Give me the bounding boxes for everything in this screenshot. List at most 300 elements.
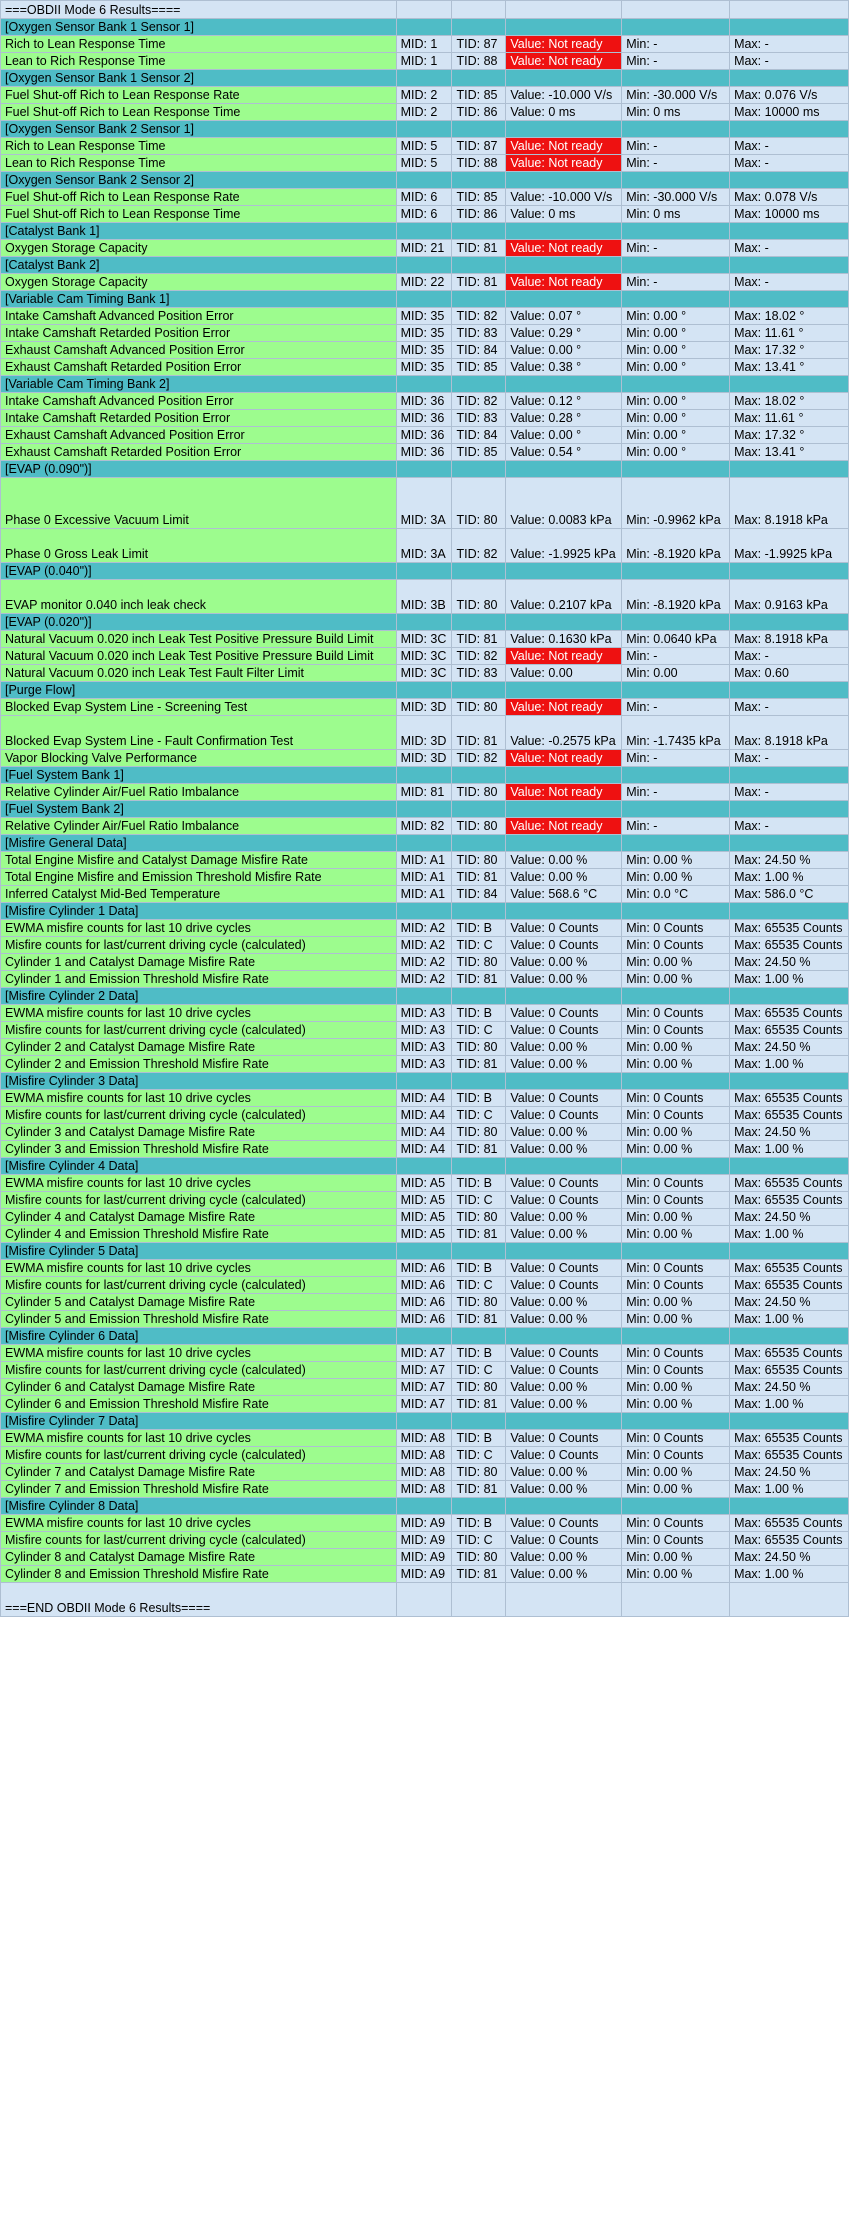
test-name: EWMA misfire counts for last 10 drive cycles: [1, 1345, 397, 1362]
min-cell: Min: 0 Counts: [622, 1260, 730, 1277]
table-row: [1, 87, 849, 104]
max-cell: Max: 65535 Counts: [730, 920, 849, 937]
table-row: [1, 478, 849, 529]
max-cell: Max: 24.50 %: [730, 1464, 849, 1481]
table-row: [1, 1124, 849, 1141]
test-name: Cylinder 6 and Emission Threshold Misfire Rate: [1, 1396, 397, 1413]
section-empty-cell: [730, 801, 849, 818]
table-row: [1, 1379, 849, 1396]
mid-cell: MID: A9: [396, 1566, 452, 1583]
tid-cell: TID: 87: [452, 138, 506, 155]
min-cell: Min: 0 Counts: [622, 1532, 730, 1549]
section-title: [EVAP (0.090")]: [1, 461, 397, 478]
max-cell: Max: 1.00 %: [730, 869, 849, 886]
test-name: Blocked Evap System Line - Fault Confirmation Test: [1, 716, 397, 750]
value-cell: Value: 0 Counts: [506, 1362, 622, 1379]
min-cell: Min: -: [622, 699, 730, 716]
value-not-ready: Value: Not ready: [506, 784, 622, 801]
section-empty-cell: [396, 19, 452, 36]
section-empty-cell: [506, 767, 622, 784]
value-cell: Value: 0.00 %: [506, 1396, 622, 1413]
section-header-row: [1, 767, 849, 784]
test-name: Fuel Shut-off Rich to Lean Response Time: [1, 104, 397, 121]
min-cell: Min: 0.00 %: [622, 1209, 730, 1226]
tid-cell: TID: 80: [452, 852, 506, 869]
table-row: [1, 529, 849, 563]
mid-cell: MID: 22: [396, 274, 452, 291]
max-cell: Max: 24.50 %: [730, 1124, 849, 1141]
section-header-row: [1, 1413, 849, 1430]
section-empty-cell: [506, 121, 622, 138]
value-cell: Value: 0.38 °: [506, 359, 622, 376]
test-name: EWMA misfire counts for last 10 drive cycles: [1, 1090, 397, 1107]
tid-cell: TID: 82: [452, 529, 506, 563]
tid-cell: TID: 83: [452, 325, 506, 342]
min-cell: Min: 0 Counts: [622, 1447, 730, 1464]
tid-cell: TID: 80: [452, 1464, 506, 1481]
value-cell: Value: 0.00 %: [506, 1566, 622, 1583]
section-header-row: [1, 903, 849, 920]
section-empty-cell: [506, 172, 622, 189]
section-title: [Catalyst Bank 1]: [1, 223, 397, 240]
section-empty-cell: [622, 614, 730, 631]
min-cell: Min: 0 Counts: [622, 1107, 730, 1124]
section-header-row: [1, 291, 849, 308]
tid-cell: TID: 80: [452, 784, 506, 801]
section-empty-cell: [452, 563, 506, 580]
section-empty-cell: [622, 563, 730, 580]
table-row: [1, 631, 849, 648]
value-cell: Value: 0 Counts: [506, 1107, 622, 1124]
section-title: [Misfire Cylinder 6 Data]: [1, 1328, 397, 1345]
table-row: [1, 1141, 849, 1158]
min-cell: Min: -8.1920 kPa: [622, 580, 730, 614]
min-cell: Min: -: [622, 155, 730, 172]
table-row: [1, 427, 849, 444]
max-cell: Max: 65535 Counts: [730, 1362, 849, 1379]
section-empty-cell: [622, 223, 730, 240]
table-row: [1, 206, 849, 223]
mid-cell: MID: 3B: [396, 580, 452, 614]
test-name: Vapor Blocking Valve Performance: [1, 750, 397, 767]
max-cell: Max: 65535 Counts: [730, 1107, 849, 1124]
table-row: [1, 1175, 849, 1192]
tid-cell: TID: 81: [452, 1056, 506, 1073]
table-row: [1, 954, 849, 971]
value-cell: Value: 568.6 °C: [506, 886, 622, 903]
section-empty-cell: [730, 1073, 849, 1090]
test-name: EVAP monitor 0.040 inch leak check: [1, 580, 397, 614]
section-title: [Oxygen Sensor Bank 2 Sensor 2]: [1, 172, 397, 189]
section-empty-cell: [730, 1498, 849, 1515]
table-row: [1, 869, 849, 886]
test-name: Exhaust Camshaft Retarded Position Error: [1, 444, 397, 461]
section-empty-cell: [452, 1073, 506, 1090]
max-cell: Max: -: [730, 36, 849, 53]
min-cell: Min: 0 Counts: [622, 1430, 730, 1447]
value-not-ready: Value: Not ready: [506, 699, 622, 716]
value-cell: Value: 0 Counts: [506, 920, 622, 937]
tid-cell: TID: 81: [452, 240, 506, 257]
max-cell: Max: 65535 Counts: [730, 1005, 849, 1022]
max-cell: Max: 586.0 °C: [730, 886, 849, 903]
tid-cell: TID: 81: [452, 971, 506, 988]
mid-cell: MID: A4: [396, 1124, 452, 1141]
min-cell: Min: 0.00 °: [622, 427, 730, 444]
mid-cell: MID: A4: [396, 1090, 452, 1107]
value-not-ready: Value: Not ready: [506, 36, 622, 53]
mid-cell: MID: A2: [396, 920, 452, 937]
min-cell: Min: 0 Counts: [622, 937, 730, 954]
table-row: [1, 580, 849, 614]
min-cell: Min: 0 Counts: [622, 1362, 730, 1379]
mid-cell: MID: A7: [396, 1396, 452, 1413]
table-row: [1, 1549, 849, 1566]
section-title: [Oxygen Sensor Bank 1 Sensor 2]: [1, 70, 397, 87]
footer-empty-cell: [452, 1583, 506, 1617]
section-empty-cell: [730, 903, 849, 920]
section-empty-cell: [506, 70, 622, 87]
min-cell: Min: 0 Counts: [622, 1277, 730, 1294]
value-cell: Value: 0.00 %: [506, 1549, 622, 1566]
section-empty-cell: [396, 1073, 452, 1090]
value-cell: Value: 0.00 %: [506, 1226, 622, 1243]
section-header-row: [1, 1498, 849, 1515]
test-name: Oxygen Storage Capacity: [1, 274, 397, 291]
section-empty-cell: [730, 563, 849, 580]
tid-cell: TID: 84: [452, 886, 506, 903]
section-header-row: [1, 1073, 849, 1090]
test-name: EWMA misfire counts for last 10 drive cycles: [1, 1515, 397, 1532]
table-row: [1, 325, 849, 342]
section-empty-cell: [452, 172, 506, 189]
max-cell: Max: 24.50 %: [730, 1294, 849, 1311]
footer-empty-cell: [506, 1583, 622, 1617]
tid-cell: TID: B: [452, 1005, 506, 1022]
test-name: Relative Cylinder Air/Fuel Ratio Imbalance: [1, 784, 397, 801]
section-empty-cell: [452, 903, 506, 920]
mid-cell: MID: A9: [396, 1515, 452, 1532]
max-cell: Max: 65535 Counts: [730, 1022, 849, 1039]
section-empty-cell: [452, 1243, 506, 1260]
section-title: [Misfire Cylinder 2 Data]: [1, 988, 397, 1005]
table-row: [1, 818, 849, 835]
test-name: Total Engine Misfire and Emission Threshold Misfire Rate: [1, 869, 397, 886]
max-cell: Max: -: [730, 818, 849, 835]
section-empty-cell: [452, 19, 506, 36]
value-cell: Value: 0.07 °: [506, 308, 622, 325]
tid-cell: TID: C: [452, 1362, 506, 1379]
section-title: [Misfire Cylinder 7 Data]: [1, 1413, 397, 1430]
test-name: Cylinder 4 and Emission Threshold Misfire Rate: [1, 1226, 397, 1243]
section-empty-cell: [622, 376, 730, 393]
table-row: [1, 784, 849, 801]
test-name: Exhaust Camshaft Retarded Position Error: [1, 359, 397, 376]
tid-cell: TID: B: [452, 1515, 506, 1532]
section-empty-cell: [622, 172, 730, 189]
mid-cell: MID: 3A: [396, 478, 452, 529]
section-title: [Misfire Cylinder 1 Data]: [1, 903, 397, 920]
section-header-row: [1, 1158, 849, 1175]
min-cell: Min: 0 Counts: [622, 1005, 730, 1022]
value-cell: Value: -0.2575 kPa: [506, 716, 622, 750]
tid-cell: TID: 81: [452, 1141, 506, 1158]
tid-cell: TID: C: [452, 1107, 506, 1124]
mid-cell: MID: 35: [396, 308, 452, 325]
mid-cell: MID: A3: [396, 1022, 452, 1039]
section-title: [Oxygen Sensor Bank 2 Sensor 1]: [1, 121, 397, 138]
value-cell: Value: 0.0083 kPa: [506, 478, 622, 529]
test-name: EWMA misfire counts for last 10 drive cycles: [1, 920, 397, 937]
table-row: [1, 1362, 849, 1379]
section-empty-cell: [452, 223, 506, 240]
test-name: Natural Vacuum 0.020 inch Leak Test Fault Filter Limit: [1, 665, 397, 682]
section-empty-cell: [622, 461, 730, 478]
section-empty-cell: [506, 835, 622, 852]
section-title: [Oxygen Sensor Bank 1 Sensor 1]: [1, 19, 397, 36]
section-empty-cell: [622, 70, 730, 87]
max-cell: Max: 1.00 %: [730, 1056, 849, 1073]
section-empty-cell: [396, 121, 452, 138]
section-empty-cell: [622, 1243, 730, 1260]
value-cell: Value: 0 Counts: [506, 1345, 622, 1362]
min-cell: Min: 0.00 %: [622, 852, 730, 869]
max-cell: Max: 0.078 V/s: [730, 189, 849, 206]
test-name: Oxygen Storage Capacity: [1, 240, 397, 257]
tid-cell: TID: 80: [452, 818, 506, 835]
mid-cell: MID: 5: [396, 138, 452, 155]
table-row: [1, 36, 849, 53]
mid-cell: MID: 5: [396, 155, 452, 172]
mid-cell: MID: A4: [396, 1107, 452, 1124]
test-name: Fuel Shut-off Rich to Lean Response Rate: [1, 87, 397, 104]
test-name: Intake Camshaft Advanced Position Error: [1, 393, 397, 410]
max-cell: Max: -: [730, 53, 849, 70]
table-row: [1, 240, 849, 257]
section-empty-cell: [622, 121, 730, 138]
test-name: Cylinder 3 and Emission Threshold Misfire Rate: [1, 1141, 397, 1158]
table-row: [1, 1090, 849, 1107]
table-row: [1, 1107, 849, 1124]
test-name: Lean to Rich Response Time: [1, 155, 397, 172]
table-row: [1, 716, 849, 750]
mid-cell: MID: 81: [396, 784, 452, 801]
max-cell: Max: 13.41 °: [730, 359, 849, 376]
min-cell: Min: -: [622, 648, 730, 665]
section-empty-cell: [730, 291, 849, 308]
footer-empty-cell: [730, 1583, 849, 1617]
mid-cell: MID: 35: [396, 342, 452, 359]
footer-row: [1, 1583, 849, 1617]
value-cell: Value: 0.00 %: [506, 954, 622, 971]
section-empty-cell: [396, 801, 452, 818]
section-empty-cell: [396, 461, 452, 478]
test-name: Rich to Lean Response Time: [1, 36, 397, 53]
table-row: [1, 852, 849, 869]
test-name: Exhaust Camshaft Advanced Position Error: [1, 427, 397, 444]
value-cell: Value: 0 Counts: [506, 1005, 622, 1022]
section-empty-cell: [452, 291, 506, 308]
min-cell: Min: 0.00 %: [622, 1056, 730, 1073]
test-name: Misfire counts for last/current driving cycle (calculated): [1, 1022, 397, 1039]
test-name: EWMA misfire counts for last 10 drive cycles: [1, 1260, 397, 1277]
test-name: EWMA misfire counts for last 10 drive cycles: [1, 1175, 397, 1192]
max-cell: Max: 65535 Counts: [730, 1515, 849, 1532]
section-header-row: [1, 19, 849, 36]
min-cell: Min: 0 ms: [622, 104, 730, 121]
min-cell: Min: 0.00 °: [622, 342, 730, 359]
min-cell: Min: 0 Counts: [622, 1515, 730, 1532]
test-name: Natural Vacuum 0.020 inch Leak Test Positive Pressure Build Limit: [1, 648, 397, 665]
max-cell: Max: 1.00 %: [730, 1481, 849, 1498]
test-name: Fuel Shut-off Rich to Lean Response Rate: [1, 189, 397, 206]
section-empty-cell: [506, 1413, 622, 1430]
section-empty-cell: [622, 1158, 730, 1175]
mid-cell: MID: A5: [396, 1209, 452, 1226]
section-empty-cell: [506, 19, 622, 36]
table-row: [1, 1005, 849, 1022]
table-row: [1, 920, 849, 937]
value-cell: Value: 0 Counts: [506, 1515, 622, 1532]
tid-cell: TID: 80: [452, 699, 506, 716]
min-cell: Min: 0 Counts: [622, 1022, 730, 1039]
section-empty-cell: [506, 1243, 622, 1260]
mid-cell: MID: 36: [396, 444, 452, 461]
mid-cell: MID: A6: [396, 1294, 452, 1311]
test-name: Exhaust Camshaft Advanced Position Error: [1, 342, 397, 359]
max-cell: Max: -: [730, 274, 849, 291]
tid-cell: TID: B: [452, 1175, 506, 1192]
section-empty-cell: [452, 1158, 506, 1175]
section-header-row: [1, 172, 849, 189]
section-header-row: [1, 835, 849, 852]
section-title: [Purge Flow]: [1, 682, 397, 699]
mid-cell: MID: A2: [396, 971, 452, 988]
table-row: [1, 274, 849, 291]
results-footer: ===END OBDII Mode 6 Results====: [1, 1583, 397, 1617]
value-cell: Value: 0.00 %: [506, 1056, 622, 1073]
title-empty-cell: [622, 1, 730, 19]
tid-cell: TID: 81: [452, 631, 506, 648]
max-cell: Max: 0.9163 kPa: [730, 580, 849, 614]
max-cell: Max: 1.00 %: [730, 1396, 849, 1413]
section-empty-cell: [622, 801, 730, 818]
section-empty-cell: [452, 121, 506, 138]
min-cell: Min: 0.00 %: [622, 971, 730, 988]
table-row: [1, 886, 849, 903]
value-cell: Value: 0.2107 kPa: [506, 580, 622, 614]
tid-cell: TID: 80: [452, 1379, 506, 1396]
section-header-row: [1, 614, 849, 631]
section-title: [Misfire Cylinder 5 Data]: [1, 1243, 397, 1260]
max-cell: Max: 10000 ms: [730, 206, 849, 223]
max-cell: Max: -: [730, 699, 849, 716]
max-cell: Max: -: [730, 750, 849, 767]
value-cell: Value: 0 Counts: [506, 1277, 622, 1294]
min-cell: Min: -: [622, 784, 730, 801]
test-name: Cylinder 1 and Emission Threshold Misfire Rate: [1, 971, 397, 988]
value-cell: Value: 0.00 %: [506, 1209, 622, 1226]
mid-cell: MID: A6: [396, 1260, 452, 1277]
test-name: Cylinder 2 and Catalyst Damage Misfire Rate: [1, 1039, 397, 1056]
max-cell: Max: 18.02 °: [730, 308, 849, 325]
test-name: Intake Camshaft Advanced Position Error: [1, 308, 397, 325]
value-not-ready: Value: Not ready: [506, 274, 622, 291]
section-empty-cell: [730, 988, 849, 1005]
max-cell: Max: 24.50 %: [730, 1039, 849, 1056]
mid-cell: MID: A1: [396, 886, 452, 903]
table-row: [1, 1396, 849, 1413]
section-title: [EVAP (0.020")]: [1, 614, 397, 631]
max-cell: Max: 11.61 °: [730, 410, 849, 427]
table-row: [1, 1566, 849, 1583]
section-empty-cell: [506, 801, 622, 818]
max-cell: Max: 65535 Counts: [730, 1192, 849, 1209]
min-cell: Min: 0.00 °: [622, 410, 730, 427]
min-cell: Min: 0.00 %: [622, 1141, 730, 1158]
value-cell: Value: 0.00 %: [506, 1039, 622, 1056]
tid-cell: TID: 81: [452, 1566, 506, 1583]
table-row: [1, 937, 849, 954]
results-title: ===OBDII Mode 6 Results====: [1, 1, 397, 19]
section-header-row: [1, 70, 849, 87]
section-header-row: [1, 1243, 849, 1260]
tid-cell: TID: 84: [452, 427, 506, 444]
value-cell: Value: 0.00 %: [506, 1124, 622, 1141]
table-row: [1, 53, 849, 70]
mid-cell: MID: 36: [396, 410, 452, 427]
section-empty-cell: [396, 563, 452, 580]
value-cell: Value: 0.00 °: [506, 342, 622, 359]
value-cell: Value: 0 Counts: [506, 937, 622, 954]
tid-cell: TID: 84: [452, 342, 506, 359]
tid-cell: TID: 82: [452, 308, 506, 325]
section-empty-cell: [452, 257, 506, 274]
section-empty-cell: [396, 223, 452, 240]
mid-cell: MID: A7: [396, 1345, 452, 1362]
max-cell: Max: 24.50 %: [730, 1209, 849, 1226]
section-header-row: [1, 121, 849, 138]
section-empty-cell: [730, 121, 849, 138]
test-name: Fuel Shut-off Rich to Lean Response Time: [1, 206, 397, 223]
section-empty-cell: [396, 988, 452, 1005]
table-row: [1, 1039, 849, 1056]
mid-cell: MID: 35: [396, 325, 452, 342]
max-cell: Max: 17.32 °: [730, 342, 849, 359]
max-cell: Max: 65535 Counts: [730, 1090, 849, 1107]
value-cell: Value: 0 Counts: [506, 1022, 622, 1039]
min-cell: Min: -: [622, 36, 730, 53]
section-empty-cell: [622, 835, 730, 852]
tid-cell: TID: 81: [452, 1226, 506, 1243]
value-cell: Value: -10.000 V/s: [506, 189, 622, 206]
section-header-row: [1, 563, 849, 580]
min-cell: Min: -: [622, 240, 730, 257]
section-empty-cell: [622, 1498, 730, 1515]
max-cell: Max: 65535 Counts: [730, 1277, 849, 1294]
mid-cell: MID: A9: [396, 1549, 452, 1566]
test-name: Cylinder 6 and Catalyst Damage Misfire Rate: [1, 1379, 397, 1396]
table-row: [1, 308, 849, 325]
mid-cell: MID: A1: [396, 869, 452, 886]
mid-cell: MID: 36: [396, 393, 452, 410]
section-empty-cell: [730, 682, 849, 699]
section-empty-cell: [396, 257, 452, 274]
max-cell: Max: 18.02 °: [730, 393, 849, 410]
mid-cell: MID: 3A: [396, 529, 452, 563]
test-name: Phase 0 Gross Leak Limit: [1, 529, 397, 563]
section-title: [Variable Cam Timing Bank 2]: [1, 376, 397, 393]
